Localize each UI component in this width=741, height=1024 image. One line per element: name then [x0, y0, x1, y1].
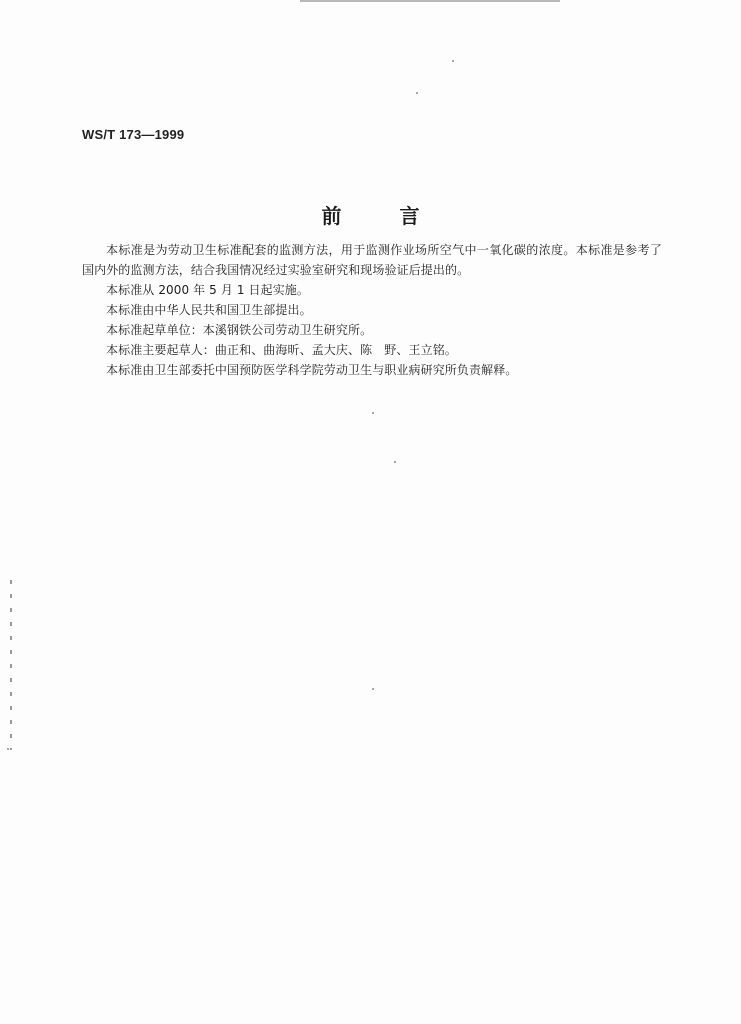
title-char: 言 [399, 204, 420, 228]
scan-speck [416, 92, 418, 94]
paragraph-drafting-unit: 本标准起草单位：本溪钢铁公司劳动卫生研究所。 [106, 323, 373, 337]
foreword-body [82, 240, 662, 380]
paragraph-purpose: 本标准是为劳动卫生标准配套的监测方法，用于监测作业场所空气中一氧化碳的浓度。本标准是参考了国内外的监测方法，结合我国情况经过实验室研究和现场验证后提出的。 [82, 243, 662, 277]
scan-artifact-left-margin [10, 580, 12, 750]
title-char: 前 [321, 204, 342, 228]
scan-speck [7, 748, 9, 750]
scan-speck [452, 60, 454, 62]
paragraph-proposer: 本标准由中华人民共和国卫生部提出。 [106, 303, 312, 317]
scan-speck [372, 412, 374, 414]
paragraph-interpretation: 本标准由卫生部委托中国预防医学科学院劳动卫生与职业病研究所负责解释。 [106, 363, 518, 377]
scan-artifact-top [300, 0, 560, 2]
standard-code: WS/T 173—1999 [82, 127, 185, 142]
scan-speck [394, 461, 396, 463]
paragraph-effective-date: 本标准从 2000 年 5 月 1 日起实施。 [106, 283, 309, 297]
scan-speck [372, 688, 374, 690]
section-title-foreword [0, 200, 741, 229]
paragraph-drafters: 本标准主要起草人：曲正和、曲海昕、孟大庆、陈 野、王立铭。 [106, 343, 457, 357]
